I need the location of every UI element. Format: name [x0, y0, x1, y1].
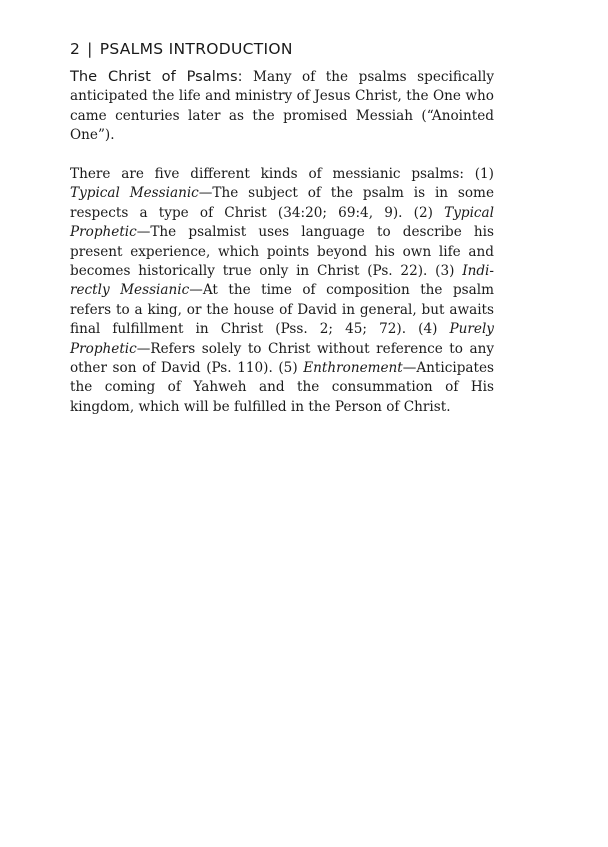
paragraph-intro: There are five different kinds of messianic psalms: (1) [70, 166, 494, 183]
section-text: Many of the psalms specifically anticipated the life and ministry of Jesus Christ, the One who came centuries later as the promised Messiah (“Anointed One”). [70, 69, 494, 144]
term-enthronement: Enthronement [303, 360, 403, 377]
running-head [70, 40, 494, 58]
definition-enthronement: —Anticipates the coming of Yahweh and the consummation of His kingdom, which will be fulfilled in the Person of Christ. [70, 360, 494, 415]
messianic-psalms-paragraph [70, 165, 494, 417]
christ-of-psalms-paragraph [70, 67, 494, 146]
definition-purely-prophetic: —Refers solely to Christ without reference to any other son of David (Ps. 110). (5) [70, 340, 494, 377]
term-typical-prophetic: Typical Prophetic [70, 204, 494, 241]
term-indirectly-messianic: Indirectly Messianic [70, 263, 494, 299]
term-purely-prophetic: Purely Prophetic [70, 321, 494, 357]
header-separator: | [87, 40, 93, 58]
definition-indirectly-messianic: —At the time of composition the psalm refers to a king, or the house of David in general, but awaits final fulfillment in Christ (Pss. 2; 45; 72). (4) [70, 282, 494, 338]
definition-typical-messianic: —The subject of the psalm is in some respects a type of Christ (34:20; 69:4, 9). (2) [70, 185, 494, 221]
term-typical-messianic: Typical Messianic [70, 185, 199, 202]
document-page [70, 40, 494, 417]
section-label: The Christ of Psalms: [70, 68, 243, 85]
definition-typical-prophetic: —The psalmist uses language to describe his present experience, which points beyond his own life and becomes historically true only in Christ (Ps. 22). (3) [70, 224, 494, 280]
running-head-title: PSALMS INTRODUCTION [99, 40, 293, 58]
page-number: 2 [70, 40, 81, 58]
